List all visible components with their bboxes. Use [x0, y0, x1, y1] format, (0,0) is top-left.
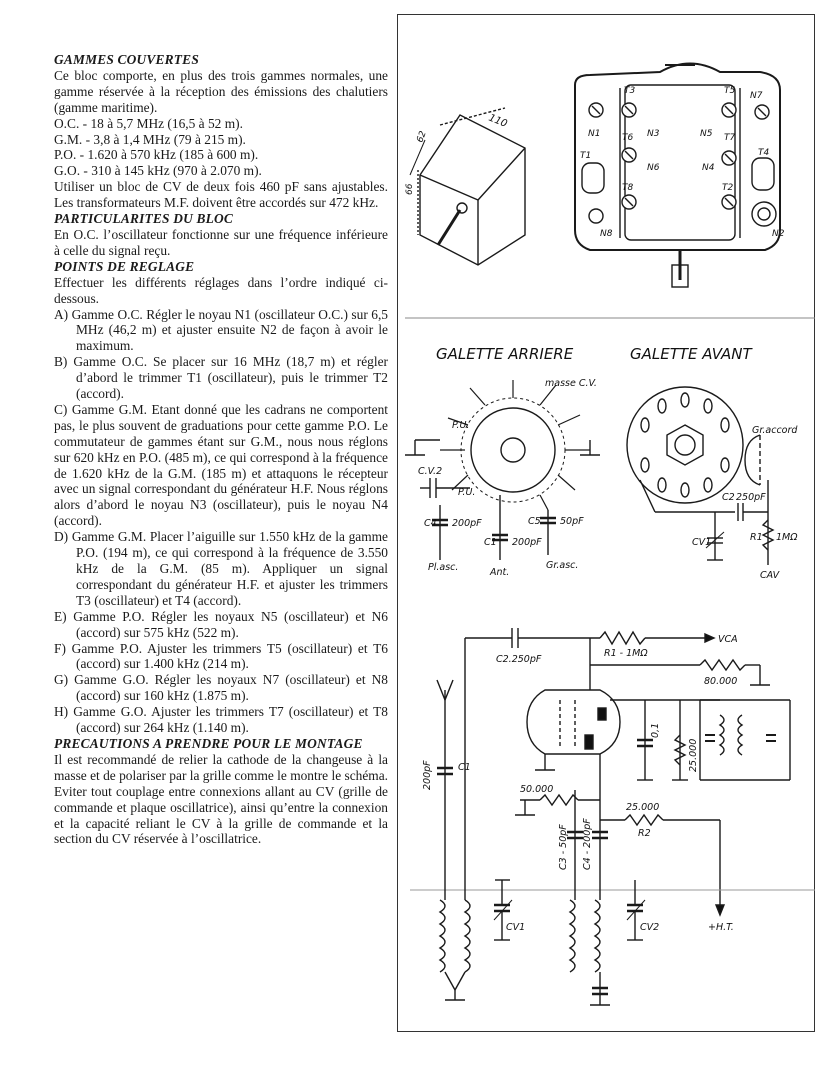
- lbl-sch-50000: 50.000: [520, 784, 554, 795]
- bloc-top-view: [575, 64, 785, 288]
- lbl-c5v: 50pF: [560, 516, 584, 527]
- lbl-sch-25000b: 25.000: [688, 738, 699, 772]
- lbl-n6: N6: [647, 163, 660, 173]
- gamme-line: O.C. - 18 à 5,7 MHz (16,5 à 52 m).: [54, 115, 243, 131]
- lbl-n4: N4: [702, 163, 715, 173]
- lbl-c1v: 200pF: [512, 537, 542, 548]
- lbl-cav: CAV: [760, 570, 780, 581]
- lbl-t7: T7: [724, 133, 736, 143]
- lbl-cv2: C.V.2: [418, 466, 443, 477]
- lbl-r1v: 1MΩ: [776, 532, 798, 543]
- lbl-sch-80000: 80.000: [704, 676, 738, 687]
- lbl-sch-cv1: CV1: [506, 922, 526, 933]
- lbl-t5: T5: [724, 86, 736, 96]
- title-galette-arriere: GALETTE ARRIERE: [436, 345, 574, 363]
- step-f: F) Gamme P.O. Ajuster les trimmers T5 (oscillateur) et T6 (accord) sur 1.400 kHz (214 m).: [54, 640, 388, 672]
- lbl-n1: N1: [588, 129, 601, 139]
- galette-arriere: [405, 345, 600, 578]
- lbl-sch-vca: VCA: [718, 634, 738, 645]
- heading-particularites: PARTICULARITES DU BLOC: [54, 211, 234, 227]
- lbl-c4: C4: [424, 518, 437, 529]
- lbl-t6: T6: [622, 133, 634, 143]
- lbl-t3: T3: [624, 86, 636, 96]
- lbl-n7: N7: [750, 91, 763, 101]
- gammes-outro: Utiliser un bloc de CV de deux fois 460 pF sans ajustables. Les transformateurs M.F. doivent être accordés sur 472 kHz.: [54, 179, 388, 211]
- reglage-intro: Effectuer les différents réglages dans l’ordre indiqué ci-dessous.: [54, 274, 388, 306]
- lbl-pu2: P.U.: [458, 487, 476, 498]
- lbl-t4: T4: [758, 148, 770, 158]
- lbl-sch-c2: C2.250pF: [496, 654, 542, 665]
- lbl-n3: N3: [647, 129, 660, 139]
- circuit-schematic: [410, 628, 815, 1005]
- heading-gammes: GAMMES COUVERTES: [54, 52, 199, 67]
- step-a: A) Gamme O.C. Régler le noyau N1 (oscillateur O.C.) sur 6,5 MHz (46,2 m) et ajuster ensuite N2 de façon à avoir le maximum.: [54, 306, 388, 354]
- lbl-cv1: CV1: [692, 537, 712, 548]
- step-b: B) Gamme O.C. Se placer sur 16 MHz (18,7 m) et régler d’abord le trimmer T1 (oscillateur), puis le trimmer T2 (accord).: [54, 354, 388, 402]
- lbl-pu1: P.U.: [452, 420, 470, 431]
- step-d: D) Gamme G.M. Placer l’aiguille sur 1.550 kHz de la gamme P.O. (194 m), ce qui correspond à la fréquence de 3.550 kHz de la G.M. (85 m). Appliquer un signal correspondant du générateur H.F. et ajuster les trimmers T3 (oscillateur) et T4 (accord).: [54, 529, 388, 608]
- lbl-t1: T1: [580, 151, 592, 161]
- lbl-sch-cv2: CV2: [640, 922, 660, 933]
- lbl-sch-01: 0,1: [650, 722, 661, 738]
- lbl-n2: N2: [772, 229, 785, 239]
- step-g: G) Gamme G.O. Régler les noyaux N7 (oscillateur) et N8 (accord) sur 160 kHz (1.875 m).: [54, 672, 388, 704]
- lbl-sch-c1: C1: [458, 762, 471, 773]
- lbl-sch-25000a: 25.000: [626, 802, 660, 813]
- lbl-c1: C1: [484, 537, 497, 548]
- particularites-text: En O.C. l’oscillateur fonctionne sur une fréquence inférieure à celle du signal reçu.: [54, 226, 388, 258]
- gamme-line: G.M. - 3,8 à 1,4 MHz (79 à 215 m).: [54, 131, 246, 147]
- lbl-plasc: Pl.asc.: [428, 562, 459, 573]
- lbl-n8: N8: [600, 229, 613, 239]
- bloc-box-drawing: [405, 108, 525, 265]
- precautions-text: Il est recommandé de relier la cathode de la changeuse à la masse et de polariser par la grille comme le montre le schéma. Eviter tout couplage entre connexions allant au CV (grille de commande et plaque oscillatrice), ainsi qu’entre la connexion et la capacité reliant le CV à la grille de commande et la section du CV réservée à l’oscillatrice.: [54, 751, 388, 847]
- gamme-line: G.O. - 310 à 145 kHz (970 à 2.070 m).: [54, 163, 262, 179]
- heading-precautions: PRECAUTIONS A PRENDRE POUR LE MONTAGE: [54, 735, 363, 751]
- dim-110: 110: [486, 112, 509, 130]
- step-c: C) Gamme G.M. Etant donné que les cadrans ne comportent pas, le plus souvent de graduations pour cette gamme P.O. Le commutateur de gammes étant sur G.M., nous nous réglons sur 620 kHz en P.O. (485 m), ce qui correspond à la fréquence de 1.620 kHz de la G.M. (185 m) et attaquons le récepteur avec un signal correspondant du générateur H.F. Nous réglons alors d’abord le noyau N3 (oscillateur), puis le noyau N4 (accord).: [54, 401, 388, 529]
- lbl-c2v: 250pF: [736, 492, 766, 503]
- gammes-intro: Ce bloc comporte, en plus des trois gammes normales, une gamme réservée à la réception des émissions des chalutiers (gamme maritime).: [54, 67, 388, 115]
- heading-reglage: POINTS DE REGLAGE: [54, 258, 195, 274]
- lbl-sch-r1: R1 - 1MΩ: [604, 648, 648, 659]
- title-galette-avant: GALETTE AVANT: [630, 345, 752, 363]
- lbl-t8: T8: [622, 183, 634, 193]
- lbl-n5: N5: [700, 129, 713, 139]
- lbl-sch-r2: R2: [638, 828, 651, 839]
- dim-62: 62: [415, 129, 429, 145]
- lbl-grasc: Gr.asc.: [546, 560, 579, 571]
- lbl-c2: C2: [722, 492, 735, 503]
- lbl-t2: T2: [722, 183, 734, 193]
- lbl-ant: Ant.: [490, 567, 510, 578]
- lbl-sch-ht: +H.T.: [708, 922, 734, 933]
- lbl-sch-c1v: 200pF: [422, 760, 433, 790]
- step-e: E) Gamme P.O. Régler les noyaux N5 (oscillateur) et N6 (accord) sur 575 kHz (522 m).: [54, 608, 388, 640]
- lbl-gracc: Gr.accord: [752, 425, 798, 436]
- dim-66: 66: [405, 183, 415, 195]
- lbl-sch-c3: C3 - 50pF: [558, 824, 569, 870]
- lbl-c4v: 200pF: [452, 518, 482, 529]
- lbl-masse: masse C.V.: [545, 378, 597, 389]
- gamme-line: P.O. - 1.620 à 570 kHz (185 à 600 m).: [54, 147, 259, 163]
- lbl-c5: C5: [528, 516, 541, 527]
- lbl-sch-c4: C4 - 200pF: [582, 818, 593, 870]
- lbl-r1: R1: [750, 532, 763, 543]
- galette-avant: [627, 345, 798, 581]
- step-h: H) Gamme G.O. Ajuster les trimmers T7 (oscillateur) et T8 (accord) sur 264 kHz (1.140 m).: [54, 704, 388, 736]
